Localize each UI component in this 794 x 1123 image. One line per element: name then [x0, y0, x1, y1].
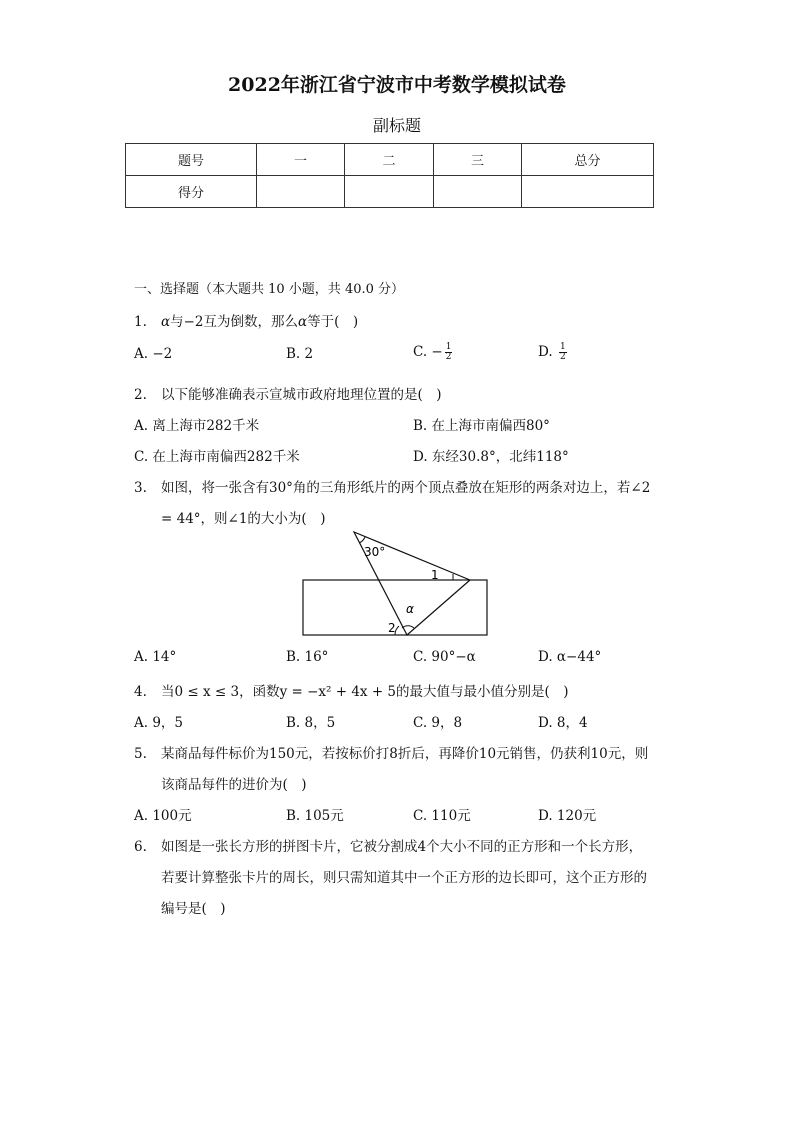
score-table — [125, 143, 654, 208]
option-d-prefix: D. — [538, 344, 557, 360]
question-number: 4. — [134, 684, 147, 700]
option-b: B. 2 — [286, 346, 314, 362]
question-text: 等于( ) — [307, 314, 359, 330]
option-c: C. 110元 — [413, 808, 471, 824]
question-text: 如图是一张长方形的拼图卡片，它被分割成4个大小不同的正方形和一个长方形， — [161, 839, 643, 855]
option-d: D. α−44° — [538, 649, 602, 665]
score-cell — [345, 176, 434, 208]
question-text-continued: 编号是( ) — [161, 901, 226, 917]
option-b: B. 在上海市南偏西80° — [413, 418, 550, 434]
score-header-cell: 总分 — [522, 144, 654, 176]
question-text-continued: 若要计算整张卡片的周长，则只需知道其中一个正方形的边长即可，这个正方形的 — [161, 870, 647, 886]
question-2 — [134, 383, 442, 403]
option-c — [413, 343, 452, 362]
option-a: A. 100元 — [134, 808, 192, 824]
option-a: A. 9，5 — [134, 715, 184, 731]
alpha-symbol: α — [161, 314, 171, 330]
option-d: D. 东经30.8°，北纬118° — [413, 449, 569, 465]
question-text-continued: = 44°，则∠1的大小为( ) — [161, 511, 326, 527]
question-text: 与−2互为倒数，那么 — [170, 314, 299, 330]
question-3 — [134, 476, 650, 496]
score-cell — [434, 176, 522, 208]
alpha-symbol: α — [298, 314, 308, 330]
question-number: 3. — [134, 480, 147, 496]
option-c: C. 在上海市南偏西282千米 — [134, 449, 300, 465]
score-header-cell: 二 — [345, 144, 434, 176]
question-number: 6. — [134, 839, 147, 855]
option-a: A. 离上海市282千米 — [134, 418, 260, 434]
option-a: A. −2 — [134, 346, 173, 362]
question-text: 某商品每件标价为150元，若按标价打8折后，再降价10元销售，仍获利10元，则 — [161, 746, 649, 762]
angle-alpha-label: α — [406, 602, 414, 616]
score-header-cell: 三 — [434, 144, 522, 176]
question-text: 以下能够准确表示宣城市政府地理位置的是( ) — [161, 387, 442, 403]
angle-2-label: 2 — [388, 621, 396, 635]
question-text: 当0 ≤ x ≤ 3，函数y = −x² + 4x + 5的最大值与最小值分别是( ) — [161, 684, 569, 700]
option-a: A. 14° — [134, 649, 177, 665]
option-d — [538, 343, 567, 362]
score-header-cell: 题号 — [126, 144, 257, 176]
question-text: 如图，将一张含有30°角的三角形纸片的两个顶点叠放在矩形的两条对边上，若∠2 — [161, 480, 651, 496]
option-d: D. 120元 — [538, 808, 597, 824]
question-1 — [134, 310, 358, 330]
question-number: 1. — [134, 314, 147, 330]
fraction-numerator: 1 — [559, 342, 566, 352]
question-6 — [134, 835, 642, 855]
fraction — [559, 343, 567, 362]
question-4 — [134, 680, 569, 700]
fraction — [445, 343, 453, 362]
score-header-cell: 一 — [257, 144, 345, 176]
score-cell — [522, 176, 654, 208]
fraction-denominator: 2 — [559, 352, 566, 362]
triangle-rectangle-figure — [290, 525, 500, 643]
question-text-continued: 该商品每件的进价为( ) — [161, 777, 307, 793]
option-c-prefix: C. − — [413, 344, 443, 360]
angle-1-label: 1 — [431, 568, 439, 582]
exam-subtitle: 副标题 — [372, 116, 421, 135]
fraction-numerator: 1 — [445, 342, 452, 352]
score-cell — [257, 176, 345, 208]
option-c: C. 9，8 — [413, 715, 463, 731]
score-table-header-row — [126, 144, 654, 176]
question-number: 2. — [134, 387, 147, 403]
option-b: B. 16° — [286, 649, 329, 665]
question-5 — [134, 742, 648, 762]
fraction-denominator: 2 — [445, 352, 452, 362]
exam-title: 2022年浙江省宁波市中考数学模拟试卷 — [228, 74, 566, 96]
option-d: D. 8，4 — [538, 715, 588, 731]
section-heading: 一、选择题（本大题共 10 小题，共 40.0 分） — [134, 282, 405, 297]
angle-30-label: 30° — [364, 545, 386, 559]
question-number: 5. — [134, 746, 147, 762]
score-row-label: 得分 — [126, 176, 257, 208]
score-table-score-row — [126, 176, 654, 208]
option-c: C. 90°−α — [413, 649, 476, 665]
angle-30-arc — [359, 537, 365, 543]
option-b: B. 105元 — [286, 808, 344, 824]
option-b: B. 8，5 — [286, 715, 336, 731]
